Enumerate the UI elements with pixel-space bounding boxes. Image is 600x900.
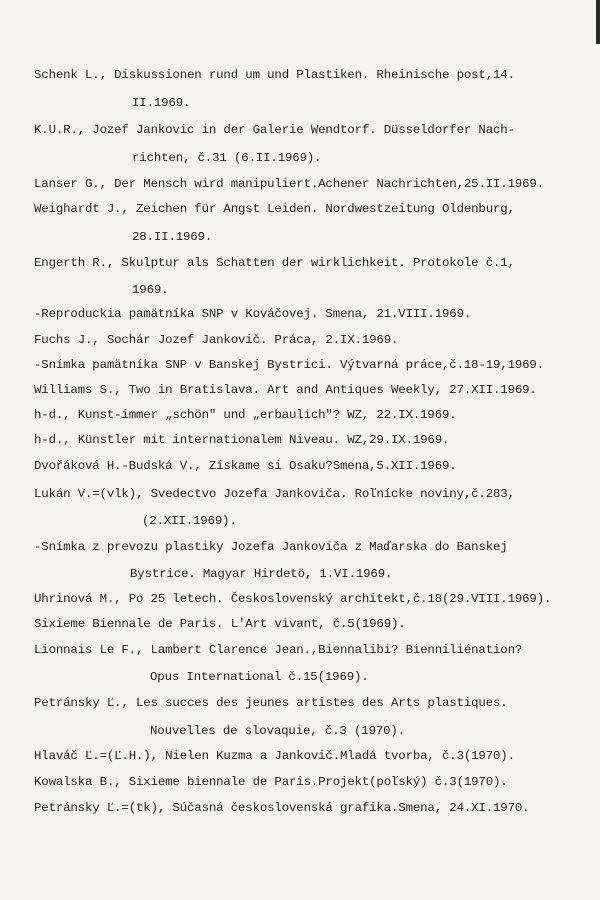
entry-2-line-2: richten, č.31 (6.II.1969). (132, 151, 322, 165)
entry-5-line-2: 1969. (132, 283, 169, 297)
entry-1-line-2: II.1969. (132, 96, 191, 110)
entry-14-line-2: Bystrice. Magyar Hirdetö, 1.VI.1969. (130, 567, 393, 581)
entry-2-line-1: K.U.R., Jozef Jankovic in der Galerie Wendtorf. Düsseldorfer Nach- (34, 123, 515, 137)
entry-17-line-1: Lionnais Le F., Lambert Clarence Jean.,Biennalibi? Bienniliénation? (34, 643, 523, 657)
page-edge-mark (596, 0, 600, 44)
entry-3-line-1: Lanser G., Der Mensch wird manipuliert.Achener Nachrichten,25.II.1969. (34, 177, 544, 191)
entry-19-line-1: Hlaváč Ľ.=(Ľ.H.), Nielen Kuzma a Jankovič.Mladá tvorba, č.3(1970). (34, 749, 515, 763)
entry-21-line-1: Petránsky Ľ.=(tk), Súčasná československá grafika.Smena, 24.XI.1970. (34, 801, 530, 815)
entry-12-line-1: Dvořáková H.-Budská V., Získame si Osaku?Smena,5.XII.1969. (34, 459, 457, 473)
entry-16-line-1: Sixieme Biennale de Paris. L'Art vivant, č.5(1969). (34, 617, 406, 631)
entry-4-line-2: 28.II.1969. (132, 230, 213, 244)
entry-7-line-1: Fuchs J., Sochár Jozef Jankovič. Práca, 2.IX.1969. (34, 333, 399, 347)
entry-4-line-1: Weighardt J., Zeichen für Angst Leiden. Nordwestzeitung Oldenburg, (34, 202, 515, 216)
entry-1-line-1: Schenk L., Diskussionen rund um und Plastiken. Rheinische post,14. (34, 68, 515, 82)
entry-10-line-1: h-d., Kunst-immer „schön" und „erbaulich"? WZ, 22.IX.1969. (34, 408, 457, 422)
entry-11-line-1: h-d., Künstler mit internationalem Niveau. WZ,29.IX.1969. (34, 433, 450, 447)
entry-13-line-2: (2.XII.1969). (142, 514, 237, 528)
entry-18-line-2: Nouvelles de slovaquie, č.3 (1970). (150, 724, 405, 738)
entry-13-line-1: Lukán V.=(vlk), Svedectvo Jozefa Jankoviča. Roľnícke noviny,č.283, (34, 487, 515, 501)
entry-5-line-1: Engerth R., Skulptur als Schatten der wirklichkeit. Protokole č.1, (34, 256, 515, 270)
entry-20-line-1: Kowalska B., Sixieme biennale de Paris.Projekt(poľský) č.3(1970). (34, 775, 508, 789)
entry-18-line-1: Petránsky Ľ., Les succes des jeunes artistes des Arts plastiques. (34, 696, 508, 710)
entry-6-line-1: -Reproduckia pamätníka SNP v Kováčovej. Smena, 21.VIII.1969. (34, 307, 472, 321)
entry-14-line-1: -Snímka z prevozu plastiky Jozefa Jankoviča z Maďarska do Banskej (34, 540, 508, 554)
entry-8-line-1: -Snímka pamätníka SNP v Banskej Bystrici. Výtvarná práce,č.18-19,1969. (34, 358, 544, 372)
entry-9-line-1: Williams S., Two in Bratislava. Art and Antiques Weekly, 27.XII.1969. (34, 383, 537, 397)
entry-15-line-1: Uhrinová M., Po 25 letech. Československý architekt,č.18(29.VIII.1969). (34, 592, 552, 606)
entry-17-line-2: Opus International č.15(1969). (150, 670, 369, 684)
